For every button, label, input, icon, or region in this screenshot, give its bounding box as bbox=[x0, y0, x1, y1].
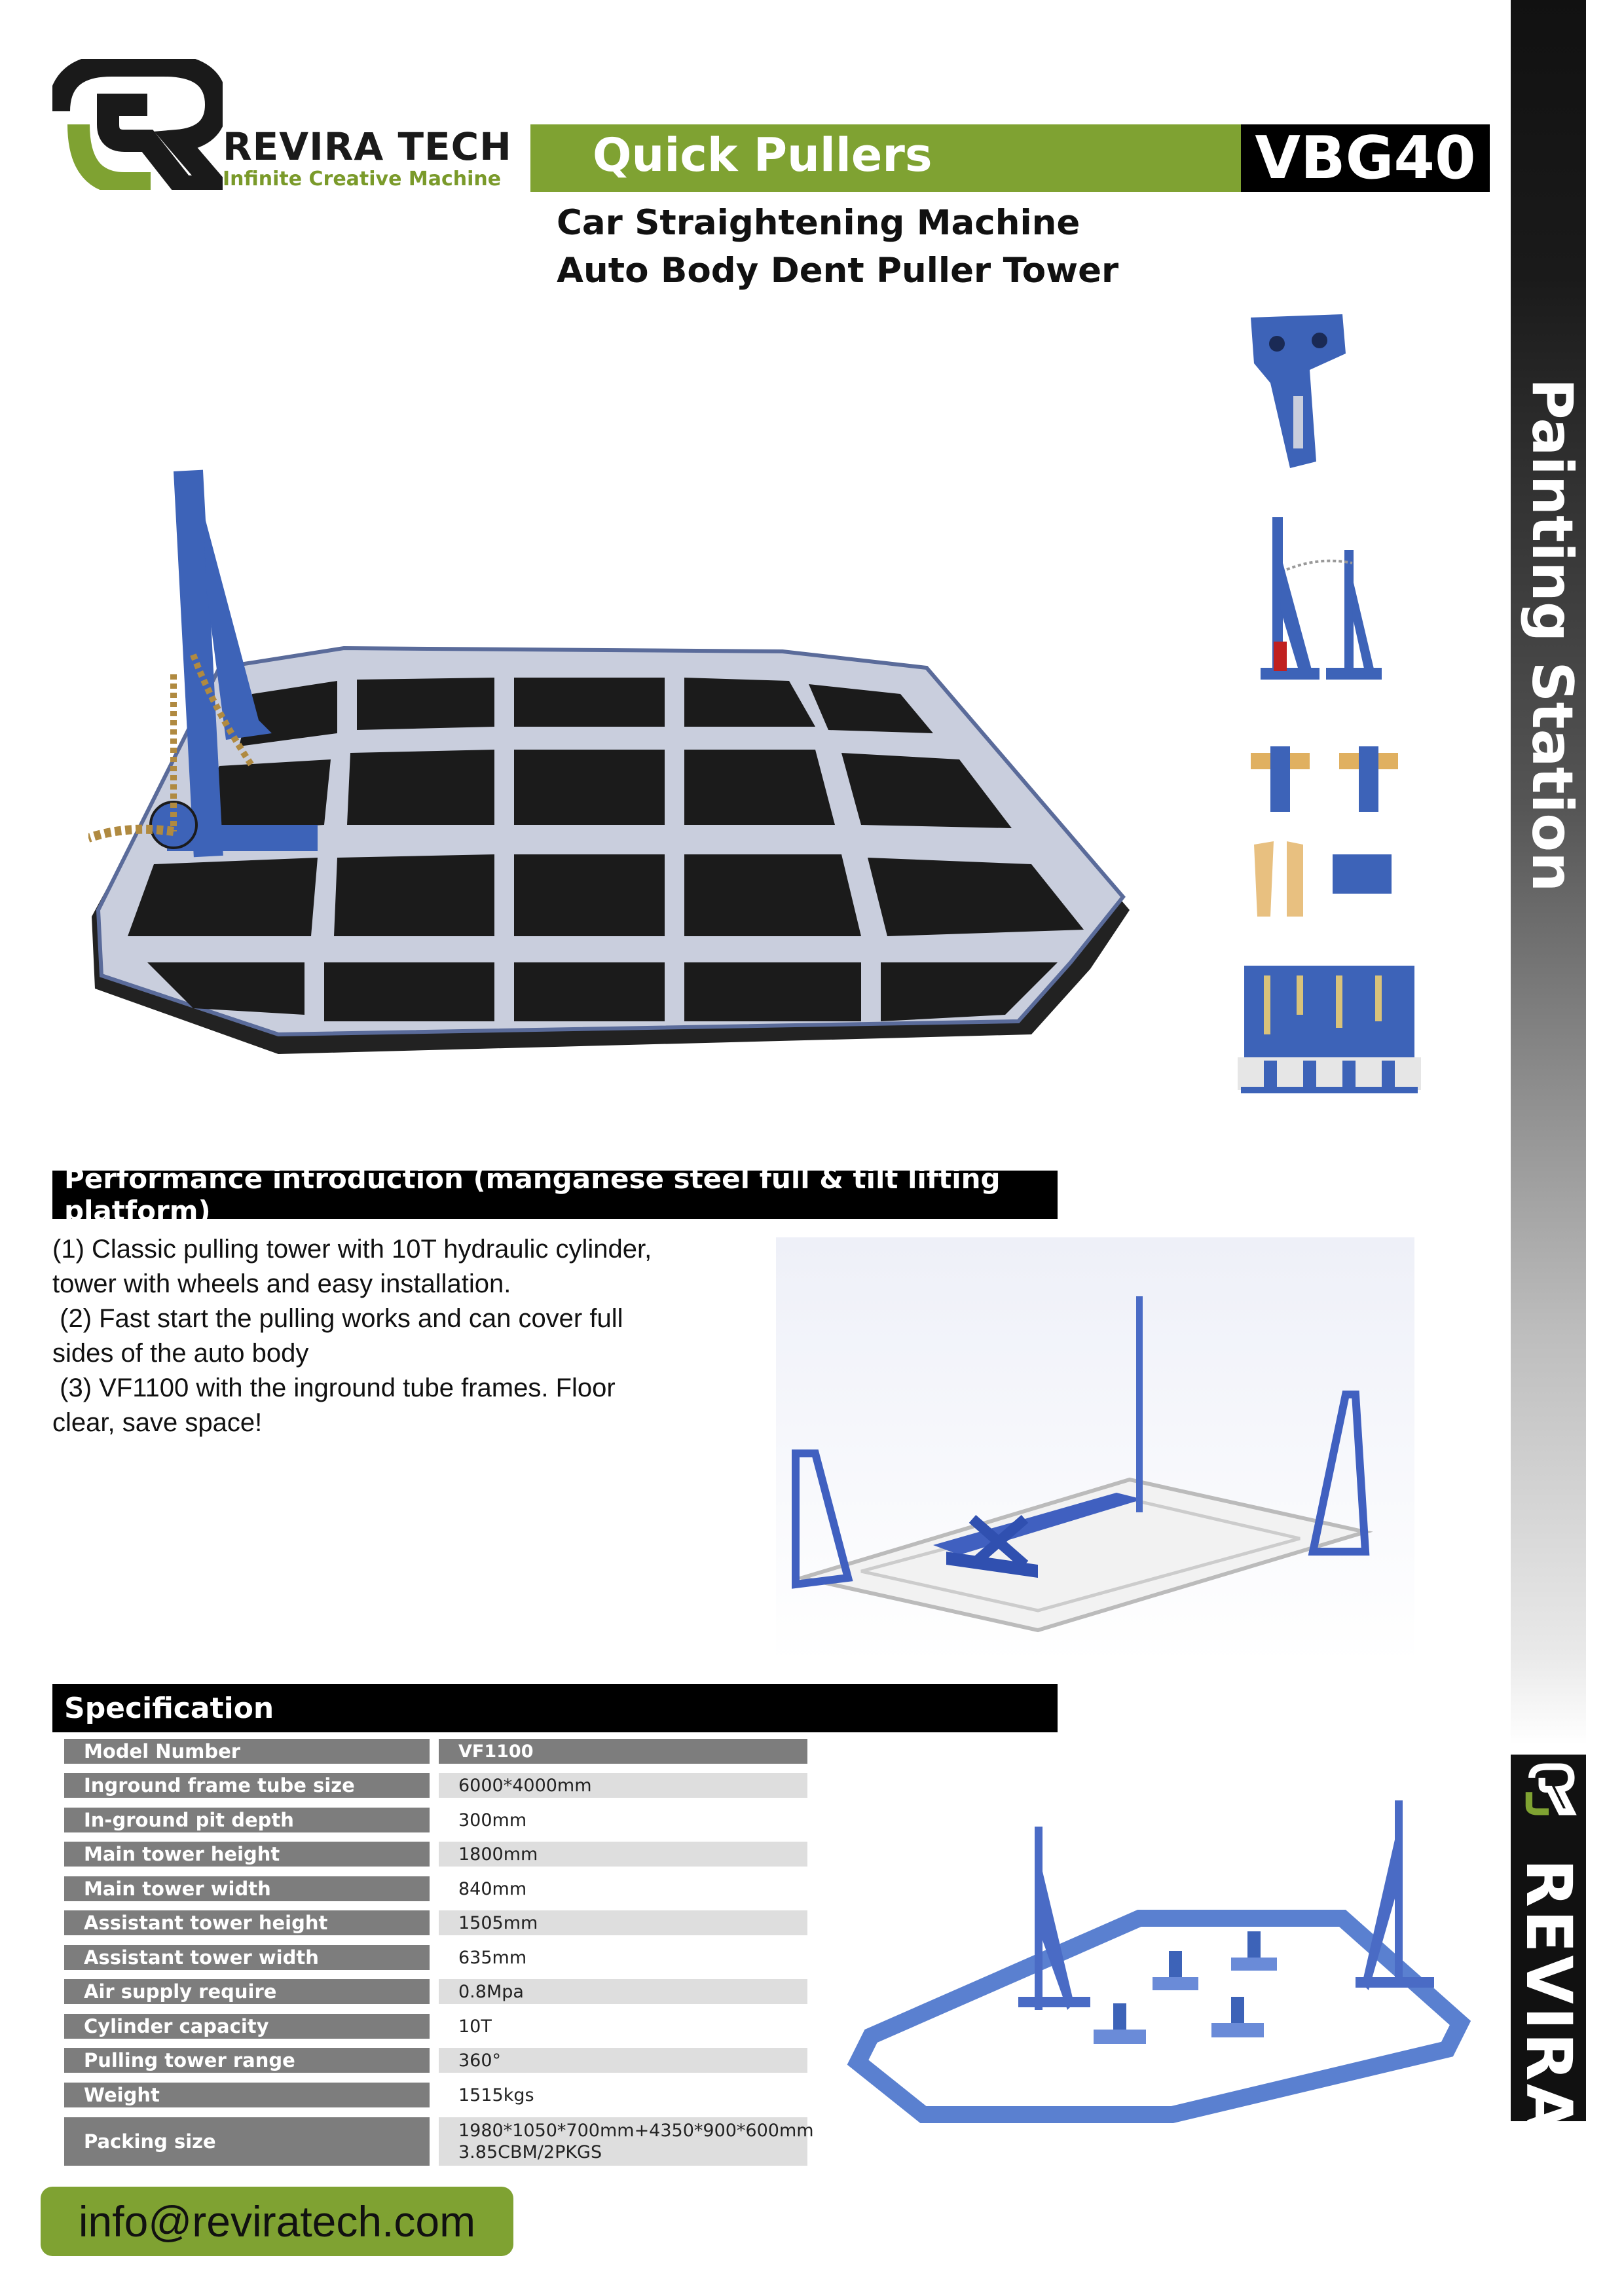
spec-value: 1800mm bbox=[439, 1842, 807, 1867]
spec-label: Air supply require bbox=[64, 1979, 430, 2004]
sidebar-brand: REVIRA bbox=[1512, 1859, 1585, 2135]
spec-value: 840mm bbox=[458, 1878, 527, 1899]
spec-row bbox=[64, 1910, 807, 1935]
pulling-towers-image bbox=[1254, 511, 1385, 687]
packing-size-line-1: 1980*1050*700mm+4350*900*600mm bbox=[458, 2121, 814, 2141]
spec-row bbox=[64, 2048, 807, 2073]
sidebar-title: Painting Station bbox=[1519, 378, 1585, 892]
performance-line-1: (1) Classic pulling tower with 10T hydraulic cylinder, tower with wheels and easy installation. bbox=[52, 1235, 652, 1298]
spec-label: Inground frame tube size bbox=[64, 1773, 430, 1798]
subtitle-line-1: Car Straightening Machine bbox=[557, 203, 1080, 243]
spec-row bbox=[64, 1876, 807, 1901]
model-number: VBG40 bbox=[1255, 124, 1476, 192]
spec-value bbox=[439, 2117, 814, 2166]
performance-heading: Performance introduction (manganese steel full & tilt lifting platform) bbox=[52, 1171, 1058, 1219]
main-frame-image bbox=[88, 458, 1130, 1100]
spec-row bbox=[64, 2083, 807, 2107]
spec-value: 6000*4000mm bbox=[439, 1773, 807, 1798]
spec-row bbox=[64, 2014, 807, 2039]
subtitle-line-2: Auto Body Dent Puller Tower bbox=[557, 251, 1119, 291]
spec-label: Main tower width bbox=[64, 1876, 430, 1901]
brand-tagline: Infinite Creative Machine bbox=[223, 168, 502, 191]
spec-row bbox=[64, 1842, 807, 1867]
tool-cart-image bbox=[1238, 962, 1421, 1113]
spec-value: 10T bbox=[458, 2016, 492, 2037]
product-title: Quick Pullers bbox=[593, 128, 932, 182]
spec-value: 360° bbox=[439, 2048, 807, 2073]
performance-text bbox=[52, 1232, 681, 1440]
fixtures-image bbox=[1247, 740, 1401, 923]
spec-label: Model Number bbox=[64, 1739, 430, 1764]
spec-label: Main tower height bbox=[64, 1842, 430, 1867]
spec-row bbox=[64, 1979, 807, 2004]
performance-line-2: (2) Fast start the pulling works and can cover full sides of the auto body bbox=[52, 1304, 631, 1368]
performance-line-3: (3) VF1100 with the inground tube frames. Floor clear, save space! bbox=[52, 1374, 623, 1437]
spec-label: Weight bbox=[64, 2083, 430, 2107]
spec-value: 635mm bbox=[458, 1947, 527, 1968]
lift-platform-image bbox=[776, 1237, 1414, 1663]
spec-value: 0.8Mpa bbox=[439, 1979, 807, 2004]
inground-frame-image bbox=[845, 1787, 1493, 2128]
spec-value: 1505mm bbox=[439, 1910, 807, 1935]
brand-name: REVIRA TECH bbox=[223, 124, 512, 169]
sidebar-logo-icon bbox=[1521, 1761, 1577, 1817]
spec-row bbox=[64, 1945, 807, 1970]
spec-value: 300mm bbox=[458, 1810, 527, 1831]
spec-row bbox=[64, 2117, 814, 2166]
spec-value: 1515kgs bbox=[458, 2085, 534, 2105]
spec-label: Pulling tower range bbox=[64, 2048, 430, 2073]
spec-label: Packing size bbox=[64, 2117, 430, 2166]
spec-label: In-ground pit depth bbox=[64, 1808, 430, 1832]
spec-row bbox=[64, 1773, 807, 1798]
clamp-image bbox=[1238, 304, 1356, 475]
specification-heading: Specification bbox=[52, 1684, 1058, 1732]
spec-label: Assistant tower width bbox=[64, 1945, 430, 1970]
spec-label: Cylinder capacity bbox=[64, 2014, 430, 2039]
spec-label: Assistant tower height bbox=[64, 1910, 430, 1935]
brand-logo-icon bbox=[52, 59, 223, 190]
contact-email[interactable]: info@reviratech.com bbox=[41, 2187, 513, 2256]
spec-row bbox=[64, 1739, 807, 1764]
packing-size-line-2: 3.85CBM/2PKGS bbox=[458, 2142, 602, 2162]
spec-value: VF1100 bbox=[439, 1739, 807, 1764]
spec-row bbox=[64, 1808, 807, 1832]
